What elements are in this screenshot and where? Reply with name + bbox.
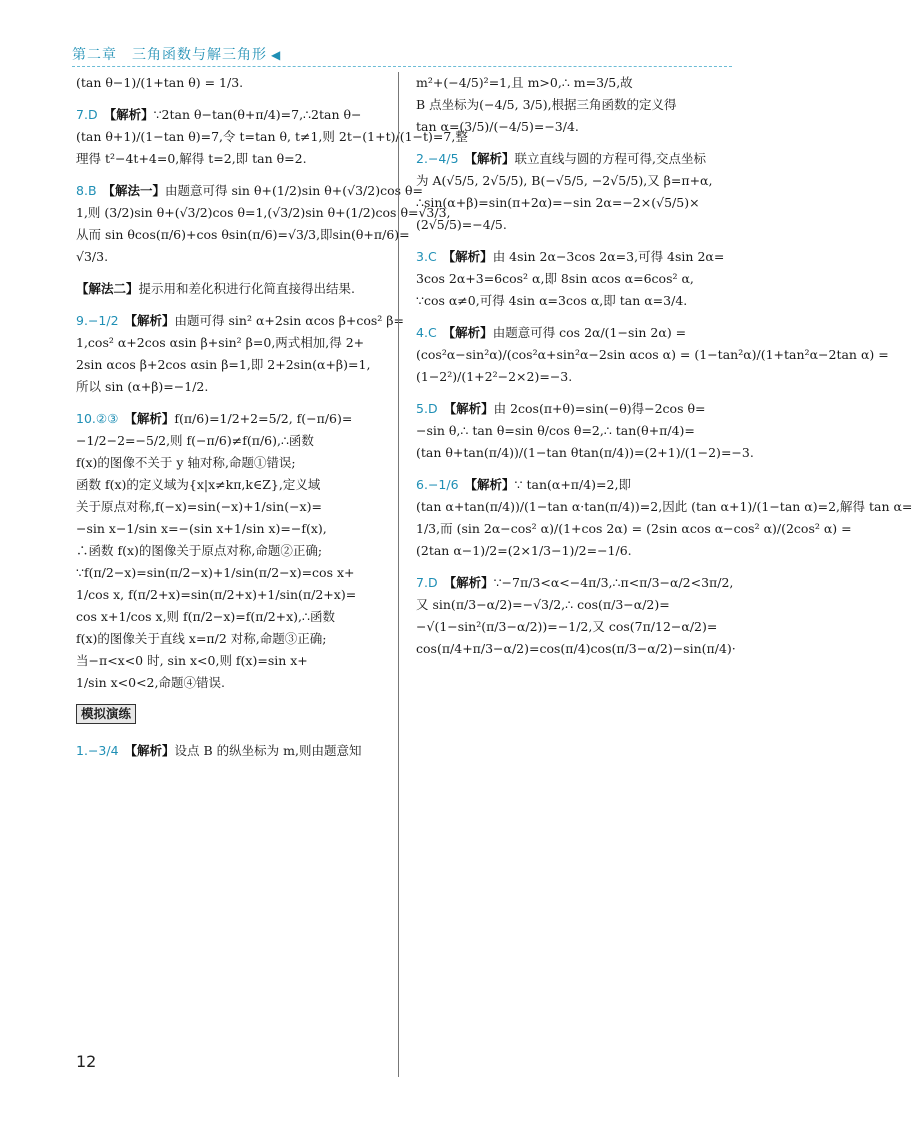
- line-text: 提示用和差化积进行化简直接得出结果.: [138, 281, 355, 296]
- solution-line: [76, 562, 384, 584]
- solution-item: [76, 740, 384, 762]
- line-text: 从而 sin θcos(π/6)+cos θsin(π/6)=√3/3,即sin(θ+π/6)=: [76, 227, 410, 242]
- line-text: f(x)的图像不关于 y 轴对称,命题①错误;: [76, 455, 296, 470]
- line-text: (2tan α−1)/2=(2×1/3−1)/2=−1/6.: [416, 543, 632, 558]
- question-number: 3.: [416, 249, 428, 264]
- analysis-tag: 【解析】: [124, 743, 175, 758]
- solution-line: [76, 278, 384, 300]
- solution-item: [76, 310, 404, 398]
- line-text: −sin θ,∴ tan θ=sin θ/cos θ=2,∴ tan(θ+π/4)=: [416, 423, 695, 438]
- solution-line: [76, 376, 384, 398]
- answer-label: B: [87, 183, 97, 198]
- answer-label: −1/2: [87, 313, 119, 328]
- solution-line: [416, 214, 724, 236]
- header-divider: [72, 66, 732, 67]
- solution-item: [76, 72, 384, 94]
- solution-line: [416, 94, 724, 116]
- line-text: ∵−7π/3<α<−4π/3,∴π<π/3−α/2<3π/2,: [493, 575, 734, 590]
- solution-item: [416, 246, 724, 312]
- analysis-tag: 【解析】: [464, 151, 515, 166]
- answer-label: ②③: [95, 411, 119, 426]
- solution-line: [76, 202, 451, 224]
- solution-line: [416, 474, 724, 496]
- solution-line: [416, 420, 724, 442]
- solution-line: [416, 366, 724, 388]
- analysis-tag: 【解析】: [464, 477, 515, 492]
- solution-line: [416, 594, 724, 616]
- analysis-tag: 【解法二】: [76, 281, 139, 296]
- line-text: 函数 f(x)的定义域为{x|x≠kπ,k∈Z},定义域: [76, 477, 321, 492]
- analysis-tag: 【解析】: [442, 325, 493, 340]
- analysis-tag: 【解析】: [443, 401, 494, 416]
- line-text: ∵ tan(α+π/4)=2,即: [514, 477, 631, 492]
- line-text: 1,则 (3/2)sin θ+(√3/2)cos θ=1,(√3/2)sin θ+(1/2)cos θ=√3/3,: [76, 205, 451, 220]
- line-text: 关于原点对称,f(−x)=sin(−x)+1/sin(−x)=: [76, 499, 322, 514]
- line-text: B 点坐标为(−4/5, 3/5),根据三角函数的定义得: [416, 97, 677, 112]
- line-text: 1/cos x, f(π/2+x)=sin(π/2+x)+1/sin(π/2+x)=: [76, 587, 357, 602]
- solution-line: [76, 740, 384, 762]
- solution-line: [76, 430, 384, 452]
- solution-line: [416, 322, 724, 344]
- question-number: 2.: [416, 151, 428, 166]
- solution-line: [76, 650, 384, 672]
- solution-line: [76, 148, 384, 170]
- solution-line: [416, 192, 724, 214]
- solution-line: [416, 442, 754, 464]
- chapter-title: 第二章 三角函数与解三角形: [72, 47, 267, 63]
- solution-item: [76, 278, 384, 300]
- question-number: 7.: [76, 107, 88, 122]
- solution-line: [416, 518, 852, 540]
- solution-line: [76, 452, 384, 474]
- solution-line: [76, 332, 384, 354]
- solution-line: [416, 246, 724, 268]
- solution-line: [76, 408, 384, 430]
- line-text: m²+(−4/5)²=1,且 m>0,∴ m=3/5,故: [416, 75, 633, 90]
- question-number: 4.: [416, 325, 428, 340]
- line-text: tan α=(3/5)/(−4/5)=−3/4.: [416, 119, 579, 134]
- answer-label: D: [87, 107, 98, 122]
- answer-label: D: [427, 401, 438, 416]
- line-text: 由 4sin 2α−3cos 2α=3,可得 4sin 2α=: [492, 249, 725, 264]
- solution-line: [76, 72, 384, 94]
- solution-item: [416, 148, 724, 236]
- solution-item: [76, 408, 384, 694]
- line-text: ∵cos α≠0,可得 4sin α=3cos α,即 tan α=3/4.: [416, 293, 688, 308]
- solution-line: [76, 474, 384, 496]
- line-text: f(π/6)=1/2+2=5/2, f(−π/6)=: [174, 411, 353, 426]
- line-text: 设点 B 的纵坐标为 m,则由题意知: [174, 743, 362, 758]
- line-text: −1/2−2=−5/2,则 f(−π/6)≠f(π/6),∴函数: [76, 433, 314, 448]
- line-text: cos(π/4+π/3−α/2)=cos(π/4)cos(π/3−α/2)−sin(π/4)·: [416, 641, 736, 656]
- solution-line: [416, 116, 724, 138]
- analysis-tag: 【解析】: [443, 575, 494, 590]
- answer-label: −3/4: [87, 743, 119, 758]
- line-text: √3/3.: [76, 249, 109, 264]
- line-text: 由题意可得 cos 2α/(1−sin 2α) =: [492, 325, 687, 340]
- line-text: 1/sin x<0<2,命题④错误.: [76, 675, 225, 690]
- line-text: ∵f(π/2−x)=sin(π/2−x)+1/sin(π/2−x)=cos x+: [76, 565, 355, 580]
- solution-item: [416, 322, 889, 388]
- solution-line: [76, 246, 384, 268]
- line-text: 由题意可得 sin θ+(1/2)sin θ+(√3/2)cos θ=: [165, 183, 423, 198]
- solution-line: [76, 606, 384, 628]
- section-heading: 模拟演练: [76, 704, 136, 724]
- solution-line: [76, 584, 384, 606]
- line-text: 为 A(√5/5, 2√5/5), B(−√5/5, −2√5/5),又 β=π+α,: [416, 173, 713, 188]
- answer-label: C: [427, 325, 437, 340]
- solution-item: [416, 72, 724, 138]
- solution-line: [416, 540, 724, 562]
- question-number: 5.: [416, 401, 428, 416]
- solution-line: [76, 496, 384, 518]
- line-text: 所以 sin (α+β)=−1/2.: [76, 379, 209, 394]
- solution-line: [76, 540, 384, 562]
- line-text: 1,cos² α+2cos αsin β+sin² β=0,两式相加,得 2+: [76, 335, 365, 350]
- line-text: (cos²α−sin²α)/(cos²α+sin²α−2sin αcos α) = (1−tan²α)/(1+tan²α−2tan α) =: [416, 347, 889, 362]
- solution-line: [76, 180, 423, 202]
- line-text: 理得 t²−4t+4=0,解得 t=2,即 tan θ=2.: [76, 151, 307, 166]
- line-text: ∴sin(α+β)=sin(π+2α)=−sin 2α=−2×(√5/5)×: [416, 195, 700, 210]
- question-number: 1.: [76, 743, 88, 758]
- line-text: 由 2cos(π+θ)=sin(−θ)得−2cos θ=: [493, 401, 706, 416]
- question-number: 6.: [416, 477, 428, 492]
- line-text: ∴函数 f(x)的图像关于原点对称,命题②正确;: [76, 543, 323, 558]
- solution-item: [76, 180, 451, 268]
- solution-line: [416, 170, 724, 192]
- solution-line: [76, 672, 384, 694]
- line-text: (2√5/5)=−4/5.: [416, 217, 507, 232]
- solution-item: [416, 572, 736, 660]
- line-text: −sin x−1/sin x=−(sin x+1/sin x)=−f(x),: [76, 521, 327, 536]
- solution-line: [416, 148, 724, 170]
- line-text: 当−π<x<0 时, sin x<0,则 f(x)=sin x+: [76, 653, 308, 668]
- question-number: 9.: [76, 313, 88, 328]
- page-number: 12: [76, 1052, 97, 1071]
- analysis-tag: 【解法一】: [102, 183, 166, 198]
- solution-line: [416, 638, 736, 660]
- answer-label: −4/5: [427, 151, 459, 166]
- solution-line: [76, 518, 384, 540]
- line-text: (tan θ−1)/(1+tan θ) = 1/3.: [76, 75, 244, 90]
- analysis-tag: 【解析】: [103, 107, 154, 122]
- line-text: ∵2tan θ−tan(θ+π/4)=7,∴2tan θ−: [153, 107, 362, 122]
- analysis-tag: 【解析】: [442, 249, 493, 264]
- line-text: 又 sin(π/3−α/2)=−√3/2,∴ cos(π/3−α/2)=: [416, 597, 670, 612]
- solution-item: [416, 398, 754, 464]
- line-text: 2sin αcos β+2cos αsin β=1,即 2+2sin(α+β)=1,: [76, 357, 371, 372]
- line-text: −√(1−sin²(π/3−α/2))=−1/2,又 cos(7π/12−α/2)=: [416, 619, 718, 634]
- analysis-tag: 【解析】: [124, 313, 175, 328]
- line-text: 由题可得 sin² α+2sin αcos β+cos² β=: [174, 313, 404, 328]
- column-divider: [398, 72, 399, 1077]
- solution-line: [76, 104, 384, 126]
- question-number: 8.: [76, 183, 88, 198]
- question-number: 10.: [76, 411, 96, 426]
- answer-label: D: [427, 575, 438, 590]
- solution-line: [416, 616, 724, 638]
- line-text: (1−2²)/(1+2²−2×2)=−3.: [416, 369, 573, 384]
- answer-label: −1/6: [427, 477, 459, 492]
- solution-line: [76, 224, 410, 246]
- answer-label: C: [427, 249, 437, 264]
- solution-line: [76, 354, 384, 376]
- solution-line: [416, 290, 724, 312]
- line-text: (tan α+tan(π/4))/(1−tan α·tan(π/4))=2,因此 (tan α+1)/(1−tan α)=2,解得 tan α=: [416, 499, 912, 514]
- line-text: f(x)的图像关于直线 x=π/2 对称,命题③正确;: [76, 631, 327, 646]
- line-text: (tan θ+1)/(1−tan θ)=7,令 t=tan θ, t≠1,则 2t−(1+t)/(1−t)=7,整: [76, 129, 468, 144]
- solution-line: [416, 268, 724, 290]
- solution-item: [416, 474, 912, 562]
- line-text: (tan θ+tan(π/4))/(1−tan θtan(π/4))=(2+1)/(1−2)=−3.: [416, 445, 754, 460]
- solution-line: [76, 126, 468, 148]
- line-text: 联立直线与圆的方程可得,交点坐标: [514, 151, 707, 166]
- right-column: [416, 72, 912, 1082]
- solution-line: [416, 72, 724, 94]
- solution-line: [416, 344, 889, 366]
- line-text: cos x+1/cos x,则 f(π/2−x)=f(π/2+x),∴函数: [76, 609, 335, 624]
- line-text: 1/3,而 (sin 2α−cos² α)/(1+cos 2α) = (2sin αcos α−cos² α)/(2cos² α) =: [416, 521, 852, 536]
- chapter-header: [72, 44, 732, 64]
- solution-line: [416, 572, 734, 594]
- analysis-tag: 【解析】: [124, 411, 175, 426]
- solution-line: [76, 310, 404, 332]
- solution-line: [416, 496, 912, 518]
- triangle-marker-icon: ◀: [271, 48, 282, 62]
- line-text: 3cos 2α+3=6cos² α,即 8sin αcos α=6cos² α,: [416, 271, 694, 286]
- question-number: 7.: [416, 575, 428, 590]
- solution-line: [416, 398, 724, 420]
- solution-line: [76, 628, 384, 650]
